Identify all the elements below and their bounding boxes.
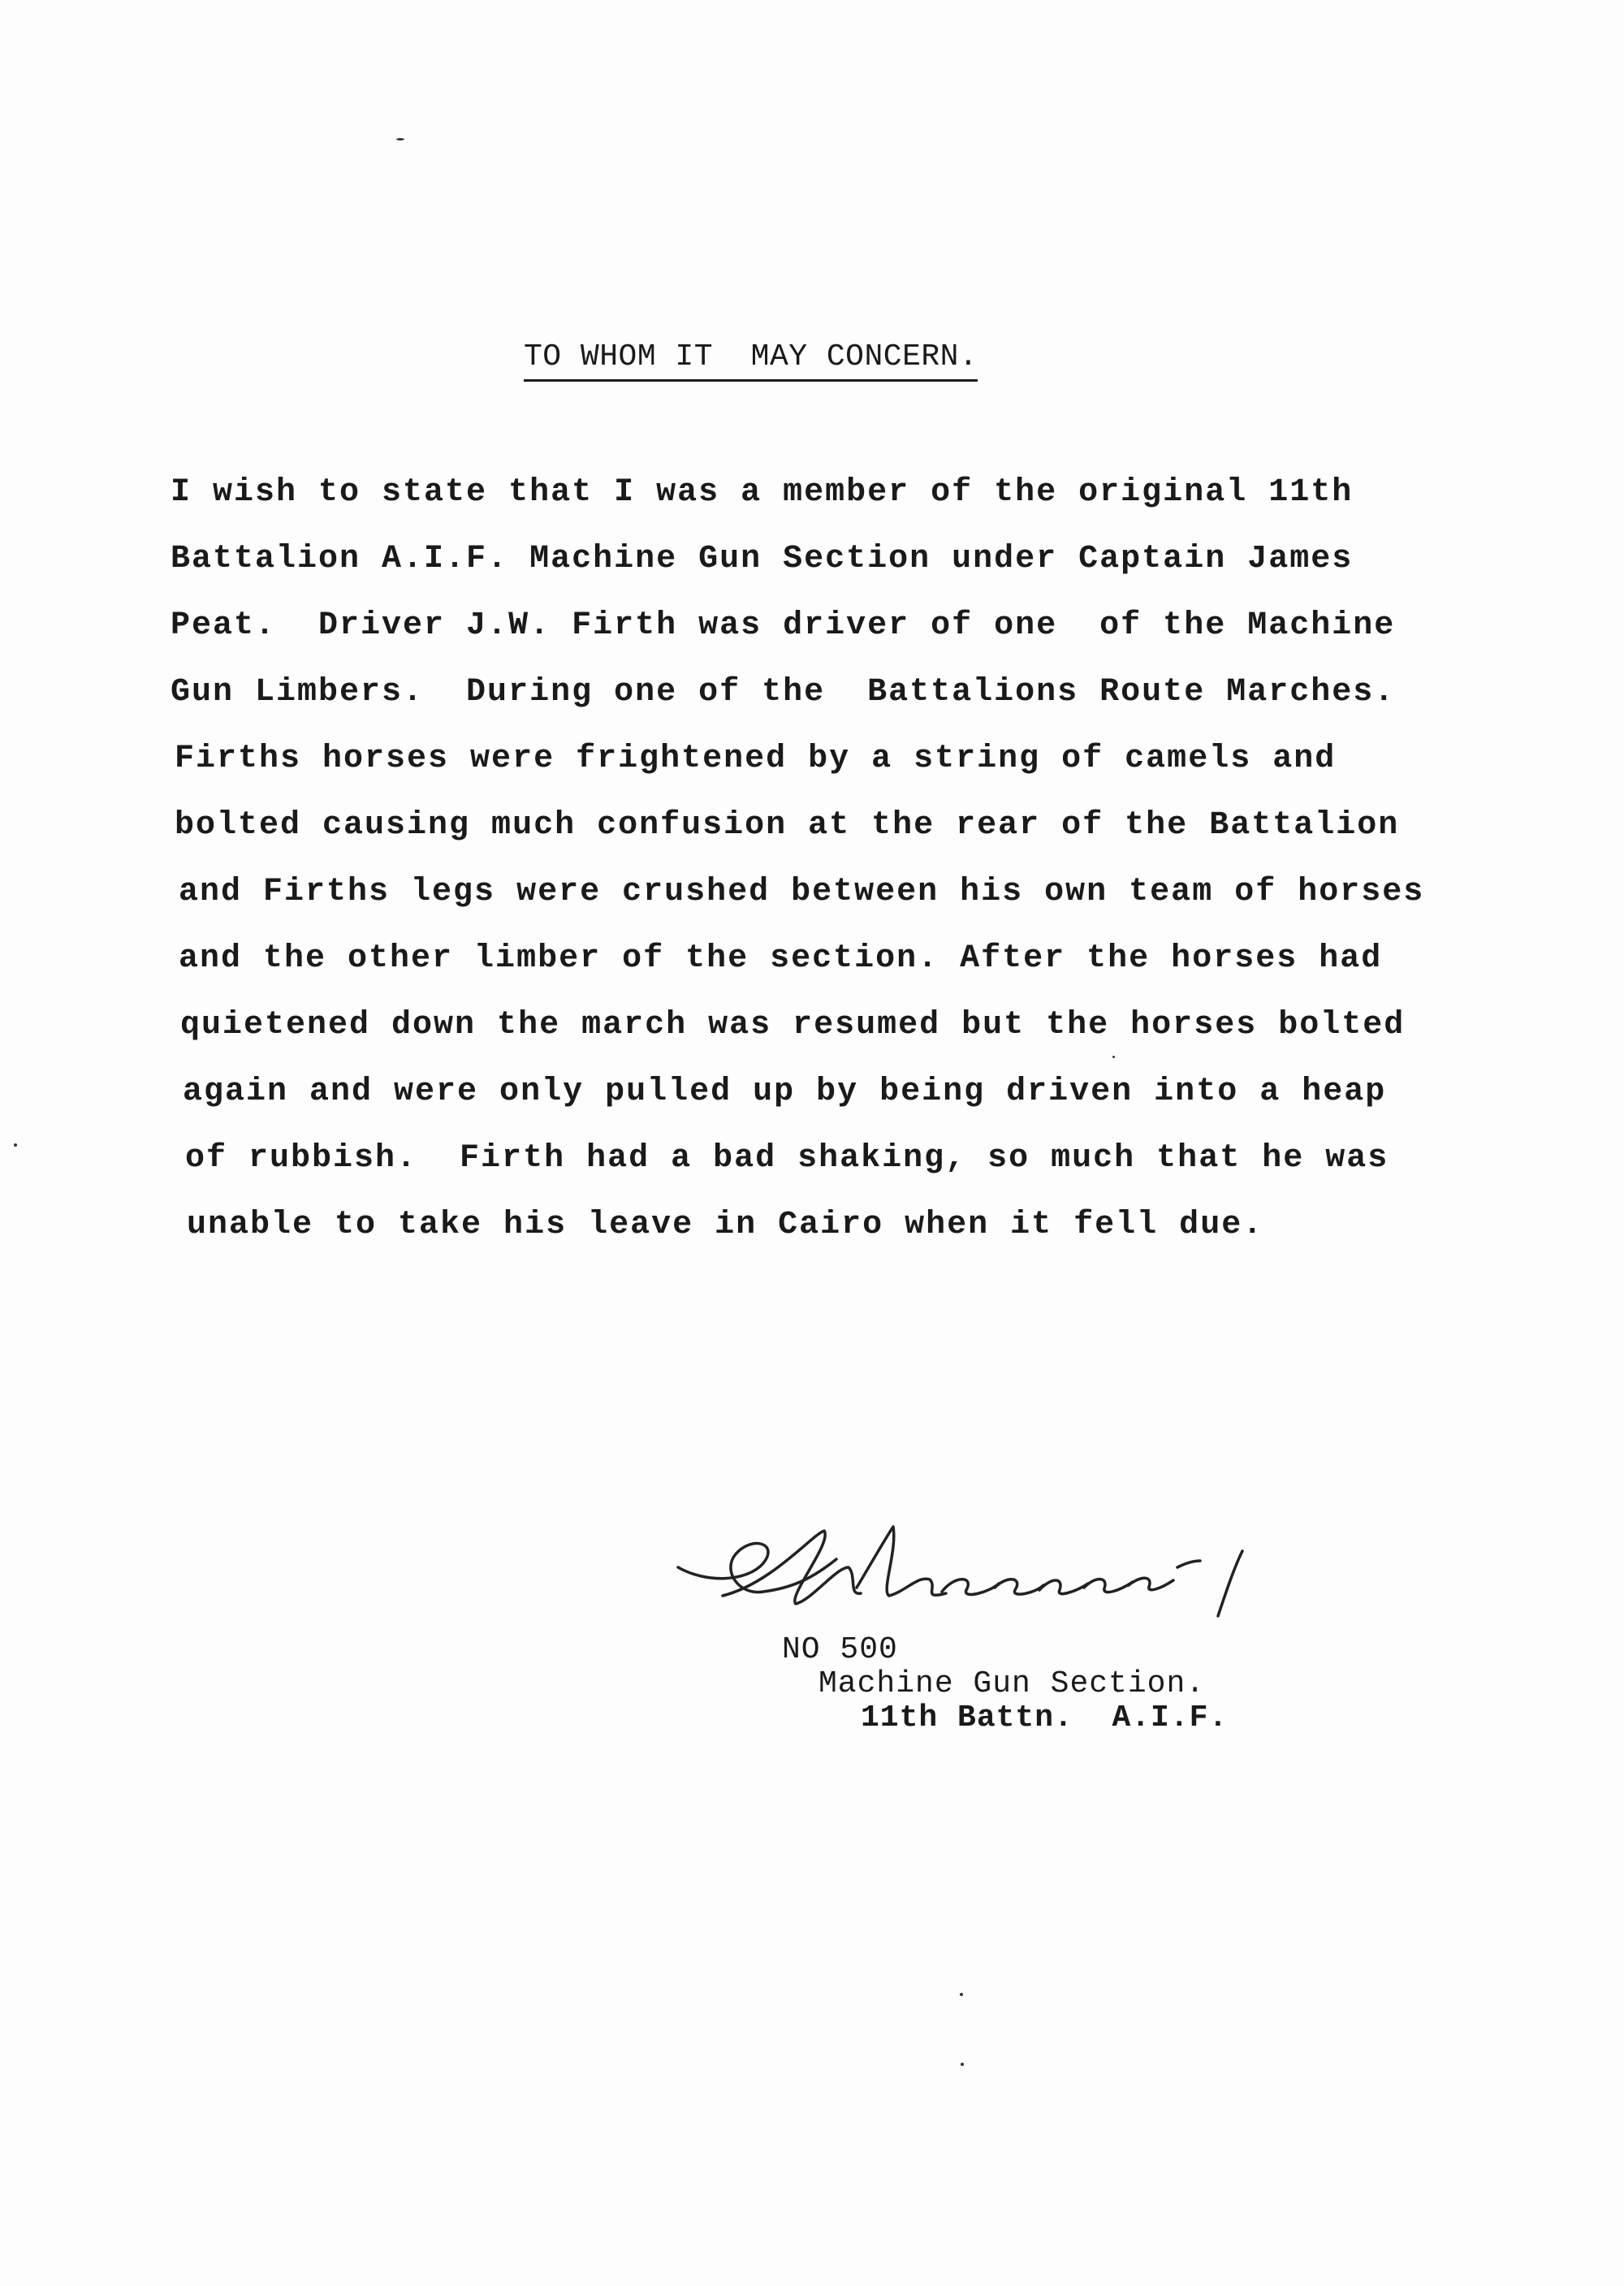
body-line: unable to take his leave in Cairo when it fell due.	[187, 1207, 1264, 1243]
body-line: and Firths legs were crushed between his own team of horses	[179, 874, 1425, 910]
body-line: Firths horses were frightened by a string of camels and	[175, 741, 1337, 777]
body-line: quietened down the march was resumed but the horses bolted	[180, 1007, 1406, 1044]
signature-battalion: 11th Battn. A.I.F.	[861, 1700, 1229, 1735]
paper-speck	[960, 1993, 963, 1996]
body-line: and the other limber of the section. After the horses had	[179, 940, 1383, 977]
paper-speck	[396, 138, 404, 140]
body-line: Peat. Driver J.W. Firth was driver of one of the Machine	[171, 607, 1396, 644]
service-number: NO 500	[782, 1632, 898, 1667]
handwritten-signature	[674, 1519, 1291, 1624]
paper-speck	[14, 1143, 17, 1147]
paper-speck	[1112, 1056, 1115, 1058]
paper-speck	[961, 2063, 964, 2066]
body-line: again and were only pulled up by being driven into a heap	[183, 1074, 1387, 1110]
body-line: Battalion A.I.F. Machine Gun Section under Captain James	[171, 541, 1354, 577]
body-line: Gun Limbers. During one of the Battalions Route Marches.	[171, 674, 1396, 711]
letter-title: TO WHOM IT MAY CONCERN.	[524, 339, 978, 382]
body-line: bolted causing much confusion at the rear of the Battalion	[175, 807, 1400, 844]
body-line: I wish to state that I was a member of the original 11th	[171, 474, 1354, 511]
body-line: of rubbish. Firth had a bad shaking, so much that he was	[185, 1140, 1389, 1177]
signature-unit: Machine Gun Section.	[818, 1666, 1206, 1701]
